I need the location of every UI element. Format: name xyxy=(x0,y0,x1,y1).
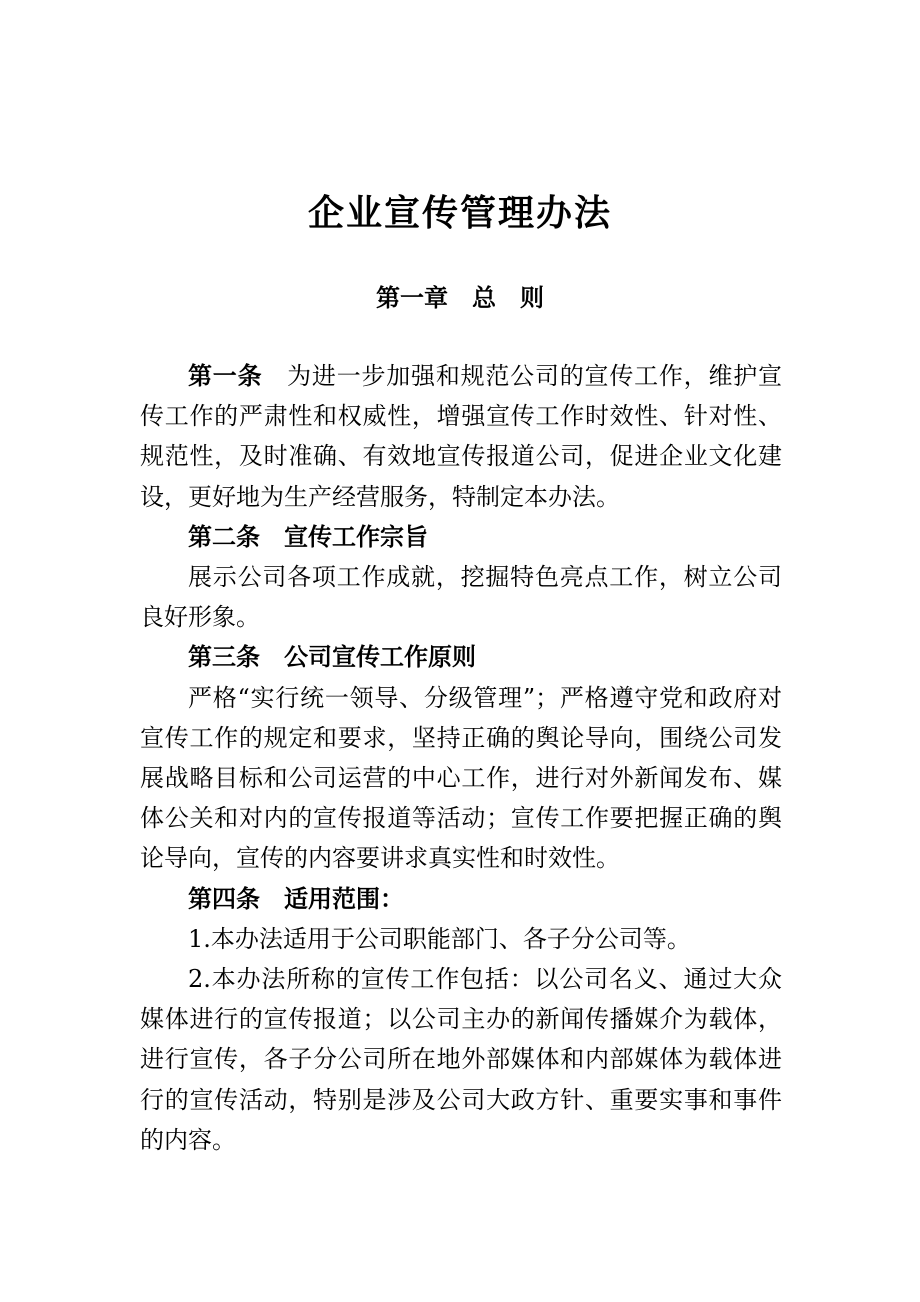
article-3-heading: 第三条 公司宣传工作原则 xyxy=(188,642,476,672)
article-4-heading: 第四条 适用范围： xyxy=(188,883,404,913)
article-1-paragraph xyxy=(140,356,782,517)
article-3-text: 严格“实行统一领导、分级管理”；严格遵守党和政府对宣传工作的规定和要求，坚持正确的舆论导向，围绕公司发展战略目标和公司运营的中心工作，进行对外新闻发布、媒体公关和对内的宣传报道等活动；宣传工作要把握正确的舆论导向，宣传的内容要讲求真实性和时效性。 xyxy=(140,683,782,873)
article-4-item-1: 1.本办法适用于公司职能部门、各子分公司等。 xyxy=(188,924,691,953)
document-body xyxy=(140,356,782,1160)
article-2-text: 展示公司各项工作成就，挖掘特色亮点工作，树立公司良好形象。 xyxy=(140,563,782,632)
article-2-heading: 第二条 宣传工作宗旨 xyxy=(188,521,428,551)
article-4-item-2: 2.本办法所称的宣传工作包括：以公司名义、通过大众媒体进行的宣传报道；以公司主办的新闻传播媒介为载体，进行宣传，各子分公司所在地外部媒体和内部媒体为载体进行的宣传活动，特别是涉及公司大政方针、重要实事和事件的内容。 xyxy=(140,965,782,1154)
article-1-text: 为进一步加强和规范公司的宣传工作，维护宣传工作的严肃性和权威性，增强宣传工作时效性、针对性、规范性，及时准确、有效地宣传报道公司，促进企业文化建设，更好地为生产经营服务，特制定本办法。 xyxy=(140,362,783,511)
document-title: 企业宣传管理办法 xyxy=(307,192,612,234)
article-1-label: 第一条 xyxy=(188,361,288,390)
chapter-heading: 第一章 总 则 xyxy=(376,283,544,312)
